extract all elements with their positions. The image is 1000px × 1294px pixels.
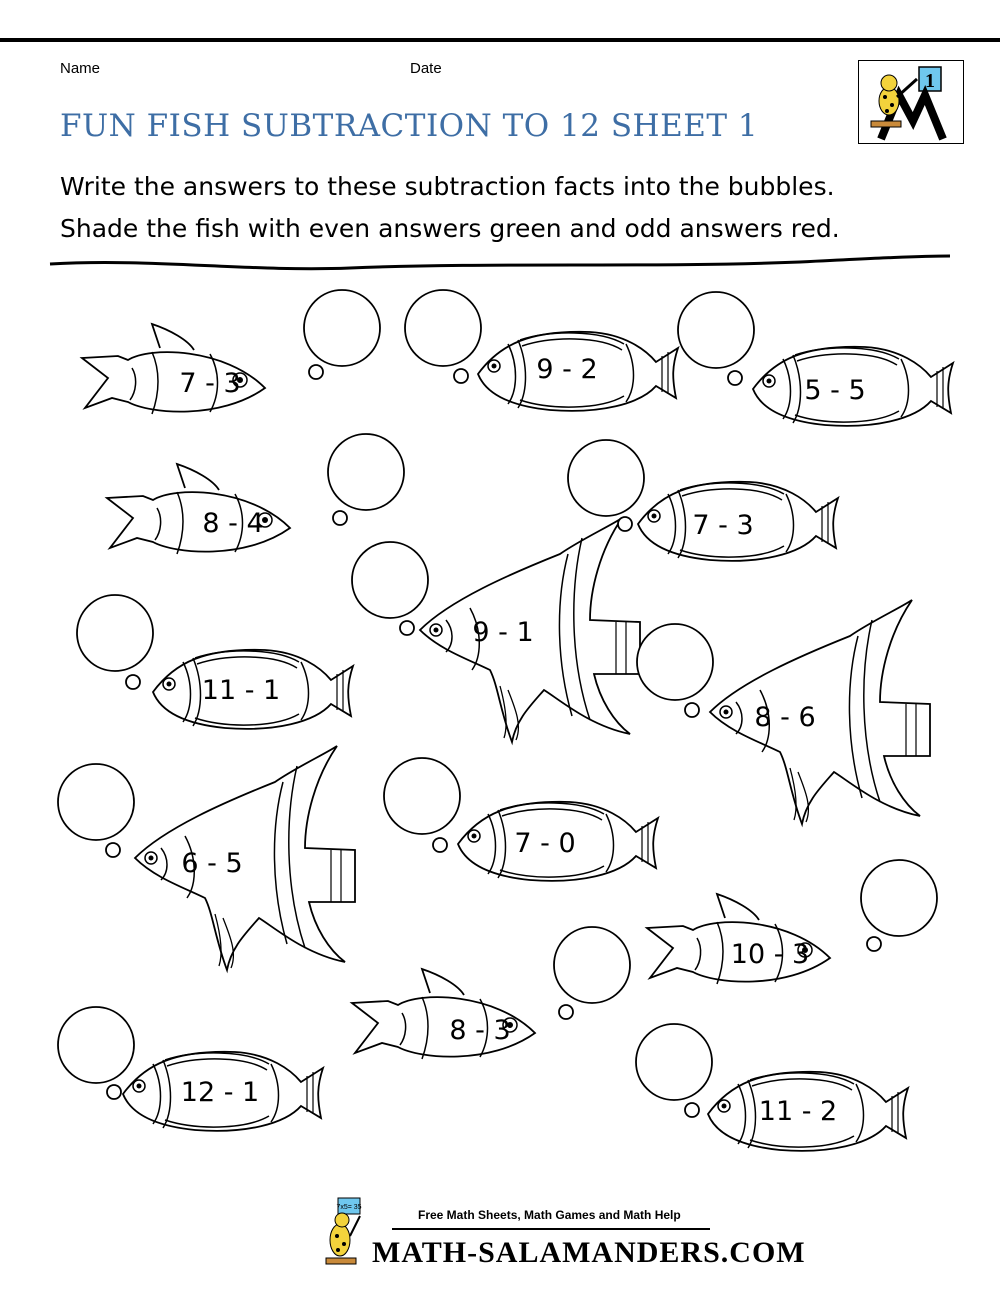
- water-line: [50, 256, 950, 269]
- name-label: Name: [60, 60, 101, 77]
- problem-text: 10 - 3: [730, 939, 810, 970]
- footer-tagline: Free Math Sheets, Math Games and Math Help: [418, 1208, 681, 1222]
- problem-text: 7 - 3: [692, 510, 754, 541]
- instruction-line-2: Shade the fish with even answers green and odd answers red.: [60, 214, 840, 243]
- small-bubble: [333, 511, 347, 525]
- small-bubble: [107, 1085, 121, 1099]
- answer-bubble[interactable]: [861, 860, 937, 936]
- problem-text: 5 - 5: [804, 375, 866, 406]
- answer-bubble[interactable]: [678, 292, 754, 368]
- problem-text: 8 - 3: [449, 1015, 511, 1046]
- small-bubble: [400, 621, 414, 635]
- problem-text: 6 - 5: [181, 848, 243, 879]
- answer-bubble[interactable]: [58, 764, 134, 840]
- problem-text: 11 - 2: [758, 1096, 838, 1127]
- small-bubble: [126, 675, 140, 689]
- fish: [135, 746, 355, 970]
- small-bubble: [309, 365, 323, 379]
- salamander-icon: [320, 1196, 378, 1276]
- answer-bubble[interactable]: [384, 758, 460, 834]
- date-label: Date: [410, 60, 442, 77]
- footer-site-link[interactable]: MATH-SALAMANDERS.COM: [372, 1236, 806, 1269]
- problem-text: 11 - 1: [201, 675, 281, 706]
- svg-text:1: 1: [925, 70, 935, 92]
- problem-text: 8 - 4: [202, 508, 264, 539]
- small-bubble: [433, 838, 447, 852]
- answer-bubble[interactable]: [77, 595, 153, 671]
- answer-bubble[interactable]: [352, 542, 428, 618]
- svg-text:7x5= 35: 7x5= 35: [336, 1204, 362, 1211]
- instruction-line-1: Write the answers to these subtraction facts into the bubbles.: [60, 172, 835, 201]
- answer-bubble[interactable]: [328, 434, 404, 510]
- small-bubble: [559, 1005, 573, 1019]
- small-bubble: [867, 937, 881, 951]
- answer-bubble[interactable]: [568, 440, 644, 516]
- answer-bubble[interactable]: [58, 1007, 134, 1083]
- answer-bubble[interactable]: [405, 290, 481, 366]
- small-bubble: [685, 703, 699, 717]
- answer-bubble[interactable]: [304, 290, 380, 366]
- page-title: FUN FISH SUBTRACTION TO 12 SHEET 1: [60, 108, 759, 144]
- small-bubble: [106, 843, 120, 857]
- problem-text: 9 - 2: [536, 354, 598, 385]
- problem-text: 9 - 1: [472, 617, 534, 648]
- small-bubble: [454, 369, 468, 383]
- footer-logo: [320, 1196, 378, 1276]
- fish: [710, 600, 930, 824]
- small-bubble: [685, 1103, 699, 1117]
- problem-text: 12 - 1: [180, 1077, 260, 1108]
- problem-text: 8 - 6: [754, 702, 816, 733]
- answer-bubble[interactable]: [636, 1024, 712, 1100]
- small-bubble: [728, 371, 742, 385]
- problem-text: 7 - 3: [179, 368, 241, 399]
- answer-bubble[interactable]: [554, 927, 630, 1003]
- small-bubble: [618, 517, 632, 531]
- problem-text: 7 - 0: [514, 828, 576, 859]
- footer-rule: [392, 1228, 710, 1230]
- answer-bubble[interactable]: [637, 624, 713, 700]
